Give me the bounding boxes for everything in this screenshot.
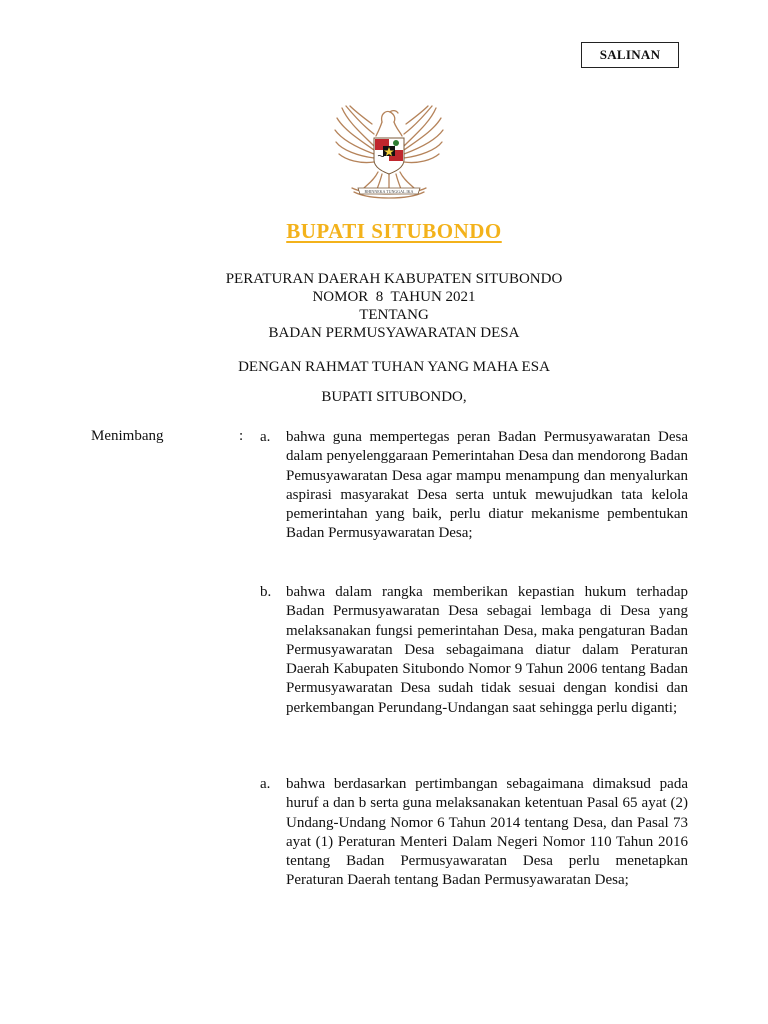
heading-line-3: TENTANG xyxy=(359,307,429,323)
menimbang-item xyxy=(260,775,688,891)
bupati-line: BUPATI SITUBONDO, xyxy=(321,389,467,405)
garuda-pancasila-icon xyxy=(334,104,444,200)
heading-line-4: BADAN PERMUSYAWARATAN DESA xyxy=(268,325,520,341)
item-text: bahwa guna mempertegas peran Badan Permusyawaratan Desa dalam penyelenggaraan Pemerintahan Desa dan mendorong Badan Pemusyawaratan Desa agar mampu menampung dan menyalurkan aspirasi masyarakat Desa serta untuk mewujudkan tata kelola pemerintahan yang baik, perlu diatur mekanisme pembentukan Badan Permusyawaratan Desa; xyxy=(286,429,688,542)
item-text: bahwa dalam rangka memberikan kepastian hukum terhadap Badan Permusyawaratan Desa sebagai lembaga di Desa yang melaksanakan fungsi pemerintahan Desa, maka pengaturan Badan Permusyawaratan Desa sebagaimana diatur dalam Peraturan Daerah Kabupaten Situbondo Nomor 9 Tahun 2006 tentang Badan Permusyawaratan Desa sudah tidak sesuai dengan kondisi dan perkembangan Perundang-Undangan saat sehingga perlu diganti; xyxy=(286,584,688,716)
menimbang-colon: : xyxy=(239,428,244,444)
regulation-heading xyxy=(0,270,768,342)
menimbang-item xyxy=(260,428,688,544)
item-letter: b. xyxy=(260,584,272,600)
svg-text:BHINNEKA TUNGGAL IKA: BHINNEKA TUNGGAL IKA xyxy=(364,189,414,194)
heading-line-1: PERATURAN DAERAH KABUPATEN SITUBONDO xyxy=(225,271,563,287)
item-letter: a. xyxy=(260,429,271,445)
menimbang-label: Menimbang xyxy=(91,428,164,444)
salinan-stamp: SALINAN xyxy=(581,42,679,68)
page-title: BUPATI SITUBONDO xyxy=(286,219,502,243)
item-text: bahwa berdasarkan pertimbangan sebagaimana dimaksud pada huruf a dan b serta guna melaksanakan ketentuan Pasal 65 ayat (2) Undang-Undang Nomor 6 Tahun 2014 tentang Desa, dan Pasal 73 ayat (1) Peraturan Menteri Dalam Negeri Nomor 110 Tahun 2016 tentang Badan Permusyawaratan Desa perlu menetapkan Peraturan Daerah tentang Badan Permusyawaratan Desa; xyxy=(286,776,688,889)
item-letter: a. xyxy=(260,776,271,792)
heading-line-2: NOMOR 8 TAHUN 2021 xyxy=(312,289,476,305)
menimbang-item xyxy=(260,583,688,718)
rahmat-line: DENGAN RAHMAT TUHAN YANG MAHA ESA xyxy=(238,359,550,375)
